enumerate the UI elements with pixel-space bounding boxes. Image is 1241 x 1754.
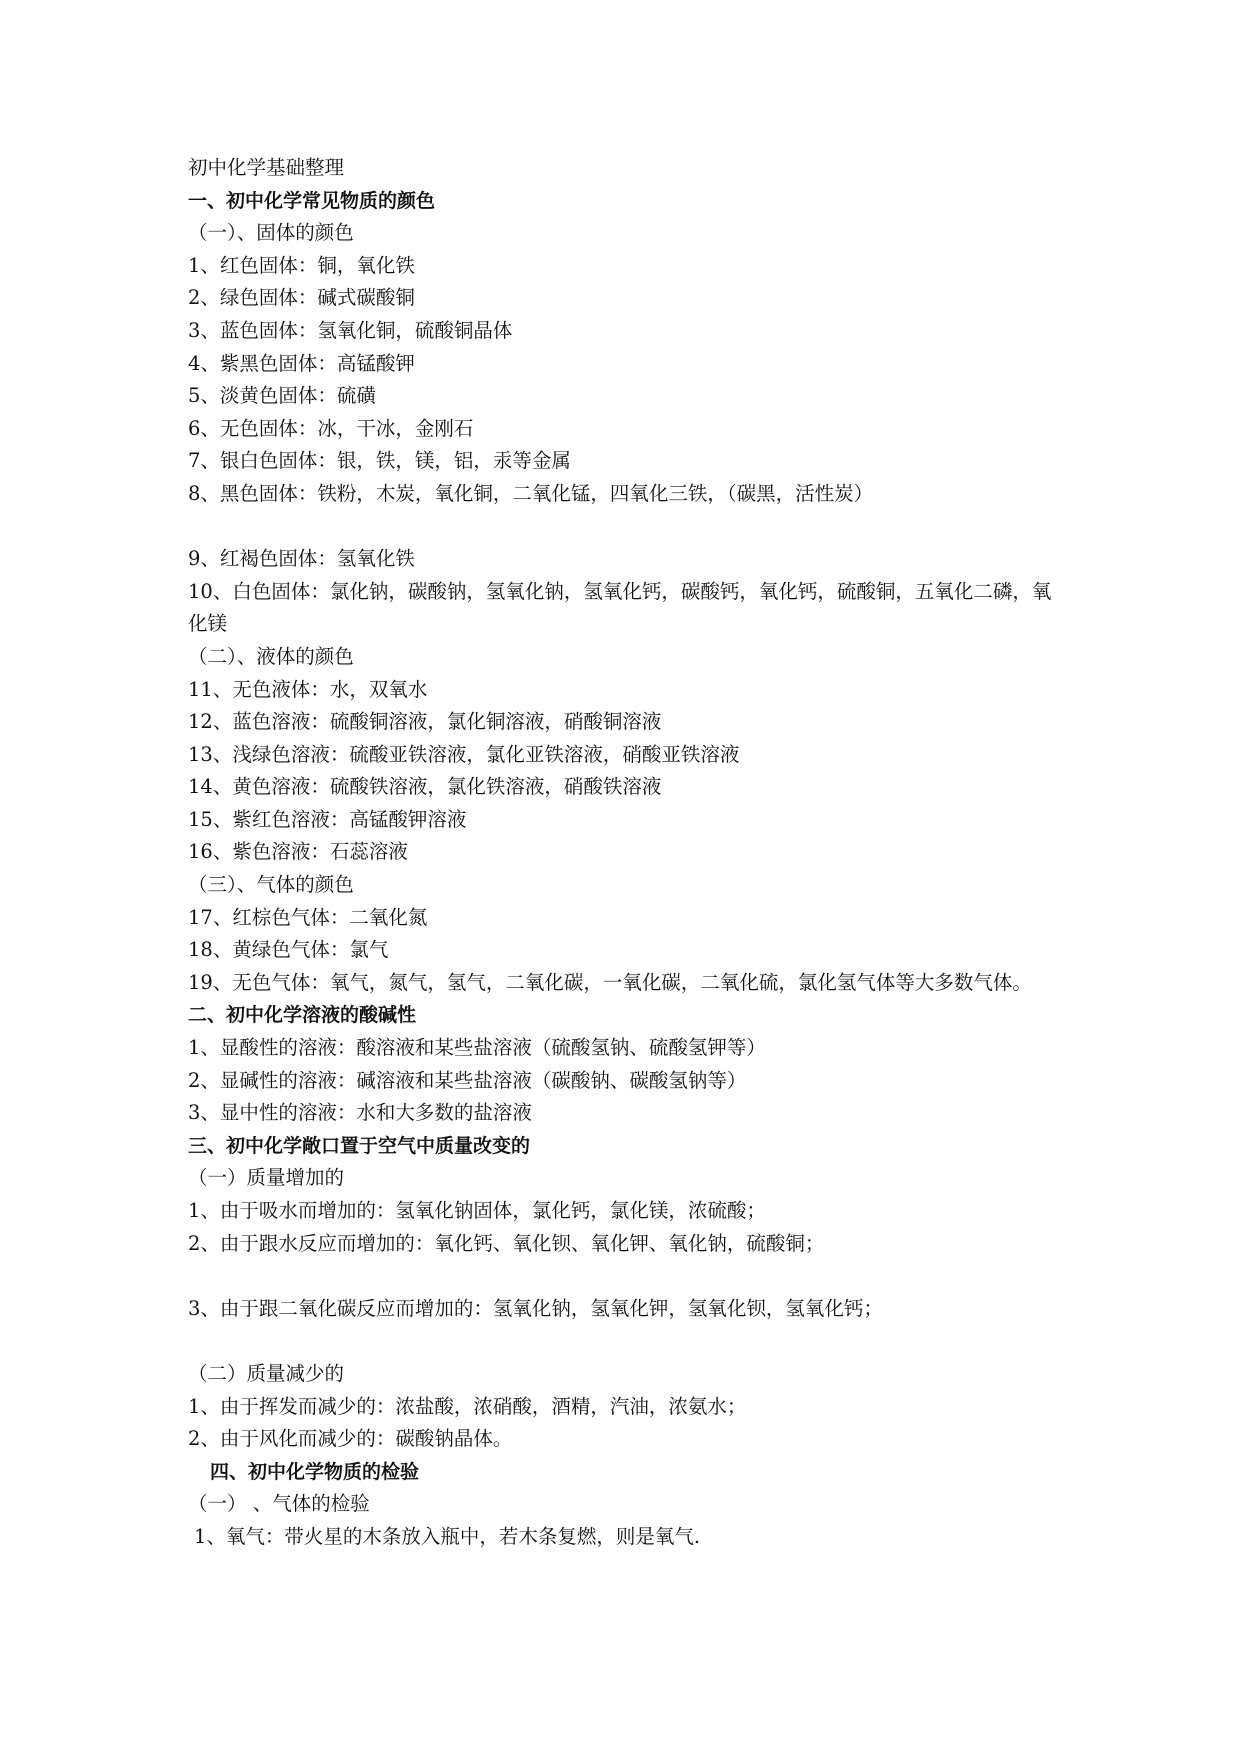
list-item: 11、无色液体：水，双氧水 (188, 677, 428, 701)
list-item: 10、白色固体：氯化钠，碳酸钠，氢氧化钠，氢氧化钙，碳酸钙，氧化钙，硫酸铜，五氧化二磷，氧化镁 (188, 579, 1052, 636)
section-1-heading: 一、初中化学常见物质的颜色 (188, 189, 436, 212)
section-3-heading: 三、初中化学敞口置于空气中质量改变的 (188, 1134, 531, 1157)
section-4-heading: 四、初中化学物质的检验 (210, 1460, 420, 1483)
section-3-sub-2: （二）质量减少的 (188, 1361, 345, 1385)
document-title: 初中化学基础整理 (188, 156, 345, 179)
list-item: 1、红色固体：铜，氧化铁 (188, 253, 415, 277)
list-item: 18、黄绿色气体：氯气 (188, 938, 389, 962)
list-item: 1、显酸性的溶液：酸溶液和某些盐溶液（硫酸氢钠、硫酸氢钾等） (188, 1036, 766, 1060)
list-item: 6、无色固体：冰，干冰，金刚石 (188, 416, 474, 440)
section-1-sub-1: （一）、固体的颜色 (188, 221, 354, 245)
list-item: 1、由于吸水而增加的：氢氧化钠固体，氯化钙，氯化镁，浓硫酸； (188, 1199, 766, 1222)
section-1-sub-3: （三）、气体的颜色 (188, 873, 354, 897)
list-item: 2、绿色固体：碱式碳酸铜 (188, 286, 415, 310)
list-item: 1、由于挥发而减少的：浓盐酸，浓硝酸，酒精，汽油，浓氨水； (188, 1394, 747, 1418)
list-item: 8、黑色固体：铁粉，木炭，氧化铜，二氧化锰，四氧化三铁，（碳黑，活性炭） (188, 481, 874, 505)
blank-line (188, 1325, 1068, 1358)
list-item: 3、由于跟二氧化碳反应而增加的：氢氧化钠，氢氧化钾，氢氧化钡，氢氧化钙； (188, 1296, 883, 1320)
list-item: 19、无色气体：氧气，氮气，氢气，二氧化碳，一氧化碳，二氧化硫，氯化氢气体等大多数气体。 (188, 970, 1032, 994)
list-item: 15、紫红色溶液：高锰酸钾溶液 (188, 807, 467, 831)
blank-line (188, 511, 1068, 544)
list-item: 1、氧气：带火星的木条放入瓶中，若木条复燃，则是氧气. (194, 1524, 701, 1548)
section-3-sub-1: （一）质量增加的 (188, 1166, 345, 1190)
list-item: 2、显碱性的溶液：碱溶液和某些盐溶液（碳酸钠、碳酸氢钠等） (188, 1068, 747, 1092)
list-item: 14、黄色溶液：硫酸铁溶液，氯化铁溶液，硝酸铁溶液 (188, 775, 662, 799)
document-body (188, 152, 1068, 1554)
list-item: 16、紫色溶液：石蕊溶液 (188, 840, 408, 864)
list-item: 4、紫黑色固体：高锰酸钾 (188, 351, 415, 375)
list-item: 2、由于风化而减少的：碳酸钠晶体。 (188, 1427, 513, 1451)
list-item: 9、红褐色固体：氢氧化铁 (188, 547, 415, 571)
list-item: 17、红棕色气体：二氧化氮 (188, 905, 428, 929)
list-item: 13、浅绿色溶液：硫酸亚铁溶液，氯化亚铁溶液，硝酸亚铁溶液 (188, 742, 740, 766)
section-1-sub-2: （二）、液体的颜色 (188, 644, 354, 668)
list-item: 2、由于跟水反应而增加的：氧化钙、氧化钡、氧化钾、氧化钠，硫酸铜； (188, 1231, 825, 1255)
list-item: 12、蓝色溶液：硫酸铜溶液，氯化铜溶液，硝酸铜溶液 (188, 710, 662, 734)
section-2-heading: 二、初中化学溶液的酸碱性 (188, 1004, 417, 1027)
list-item: 3、显中性的溶液：水和大多数的盐溶液 (188, 1101, 532, 1125)
list-item: 5、淡黄色固体：硫磺 (188, 384, 376, 408)
list-item: 7、银白色固体：银，铁，镁，铝，汞等金属 (188, 449, 571, 473)
section-4-sub-1: （一） 、气体的检验 (188, 1492, 370, 1516)
blank-line (188, 1260, 1068, 1293)
list-item: 3、蓝色固体：氢氧化铜，硫酸铜晶体 (188, 318, 513, 342)
